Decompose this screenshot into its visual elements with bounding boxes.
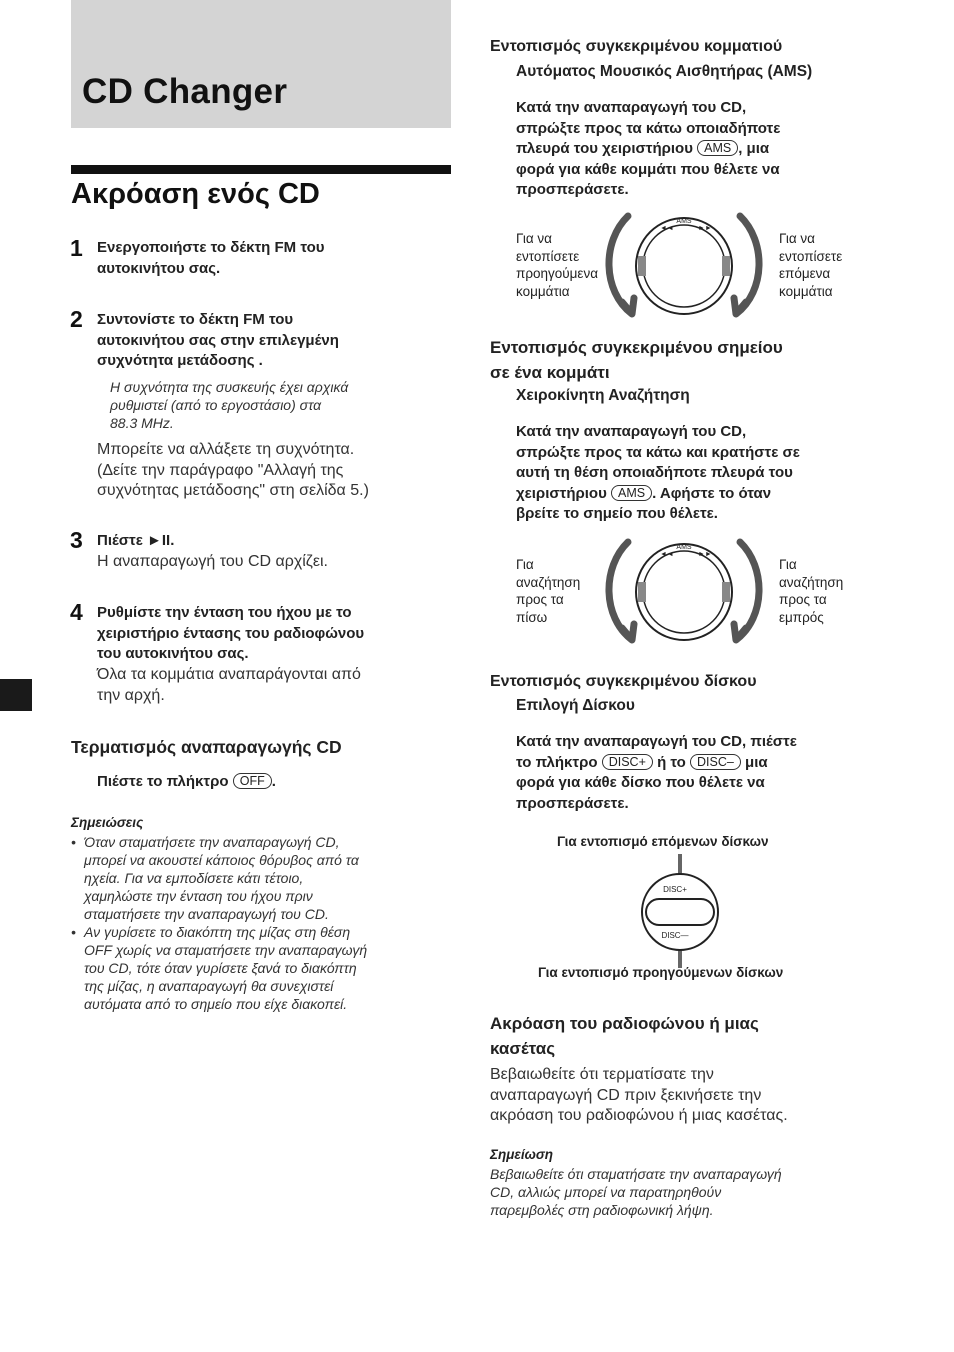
- search-heading-line: Εντοπισμός συγκεκριμένου σημείου: [490, 338, 783, 357]
- note-item: [71, 923, 451, 1013]
- dial-label: AMS: [676, 544, 692, 551]
- caption-line: κομμάτια: [516, 283, 570, 299]
- radio-heading-line: κασέτας: [490, 1039, 556, 1058]
- disc-top-caption: Για εντοπισμό επόμενων δίσκων: [557, 834, 769, 849]
- step-1-line: αυτοκινήτου σας.: [97, 259, 221, 277]
- note-line: σταματήσετε την αναπαραγωγή του CD.: [84, 906, 329, 922]
- disc-line-part: το πλήκτρο: [516, 753, 598, 771]
- step-2-number: 2: [70, 306, 83, 332]
- caption-line: εντοπίσετε: [779, 248, 843, 264]
- disc-bottom-caption: Για εντοπισμό προηγούμενων δίσκων: [538, 965, 784, 980]
- dial-right-grip: [722, 582, 730, 602]
- radio-note-line: παρεμβολές στη ραδιοφωνική λήψη.: [490, 1202, 714, 1218]
- left-arrow-icon: [609, 216, 634, 314]
- disc-plus-button-label: DISC+: [602, 754, 653, 770]
- ams-left-caption: [516, 230, 598, 300]
- page-title: CD Changer: [82, 72, 288, 111]
- search-heading-line: σε ένα κομμάτι: [490, 363, 610, 382]
- disc-line: [516, 753, 797, 774]
- section-title: Ακρόαση ενός CD: [71, 178, 320, 210]
- stop-instruction: [97, 772, 276, 793]
- search-right-caption: [779, 556, 843, 626]
- search-line: βρείτε το σημείο που θέλετε.: [516, 505, 718, 522]
- search-line-part: χειριστήριου: [516, 484, 607, 502]
- dial-left-grip: [638, 582, 646, 602]
- bullet: •: [71, 834, 76, 850]
- step-1-text: [97, 238, 325, 279]
- step-3-body: Η αναπαραγωγή του CD αρχίζει.: [97, 553, 328, 570]
- note-line: χαμηλώστε την ένταση του ήχου πριν: [84, 888, 313, 904]
- search-dial-illustration: [604, 532, 764, 647]
- ams-subheading: Αυτόματος Μουσικός Αισθητήρας (AMS): [516, 63, 813, 80]
- step-2-text: [97, 310, 339, 372]
- next-icon: ►►: [698, 225, 712, 232]
- stop-text: Πιέστε το πλήκτρο: [97, 773, 229, 790]
- caption-line: Για να: [779, 231, 815, 246]
- step-1-line: Ενεργοποιήστε το δέκτη FM του: [97, 239, 325, 256]
- radio-body: [490, 1065, 788, 1127]
- step-2-note-line: Η συχνότητα της συσκευής έχει αρχικά: [110, 379, 349, 395]
- next-icon: ►►: [698, 551, 712, 558]
- step-2-line: αυτοκινήτου σας στην επιλεγμένη: [97, 331, 339, 349]
- disc-heading: Εντοπισμός συγκεκριμένου δίσκου: [490, 673, 757, 690]
- search-left-caption: [516, 556, 580, 626]
- step-4-line: χειριστήριο έντασης του ραδιοφώνου: [97, 624, 365, 642]
- bullet: •: [71, 924, 76, 940]
- step-4-body-line: Όλα τα κομμάτια αναπαράγονται από: [97, 666, 361, 683]
- step-2-note-line: 88.3 MHz.: [110, 415, 174, 431]
- note-line: μπορεί να ακουστεί κάποιος θόρυβος από τα: [84, 852, 359, 868]
- radio-body-line: αναπαραγωγή CD πριν ξεκινήσετε την: [490, 1086, 762, 1104]
- caption-line: αναζήτηση: [779, 574, 844, 590]
- ams-line: σπρώξτε προς τα κάτω οποιαδήποτε: [516, 119, 781, 137]
- ams-dial-illustration: [604, 206, 764, 321]
- dial-inner-ring: [643, 551, 725, 633]
- off-button-label: OFF: [233, 773, 272, 789]
- radio-note: [490, 1165, 782, 1219]
- radio-body-line: ακρόαση του ραδιοφώνου ή μιας κασέτας.: [490, 1107, 788, 1124]
- search-instructions: [516, 422, 800, 525]
- step-3-number: 3: [70, 527, 83, 553]
- disc-line: Κατά την αναπαραγωγή του CD, πιέστε: [516, 733, 797, 750]
- search-line-part: . Αφήστε το όταν: [652, 484, 772, 502]
- radio-note-heading: Σημείωση: [490, 1147, 554, 1162]
- caption-line: εμπρός: [779, 609, 824, 625]
- dial-inner-ring: [643, 225, 725, 307]
- search-line: σπρώξτε προς τα κάτω και κρατήστε σε: [516, 443, 800, 461]
- step-2-body: [97, 440, 369, 502]
- ams-button-label: AMS: [611, 485, 652, 501]
- disc-instructions: [516, 732, 797, 814]
- note-line: ηχεία. Για να εμποδίσετε κάτι τέτοιο,: [84, 870, 304, 886]
- radio-note-line: Βεβαιωθείτε ότι σταματήσατε την αναπαραγωγή: [490, 1166, 782, 1182]
- ams-right-caption: [779, 230, 842, 300]
- caption-line: Για: [779, 557, 797, 572]
- note-line: της μίζας, η αναπαραγωγή θα συνεχιστεί: [84, 978, 334, 994]
- radio-heading: [490, 1011, 759, 1061]
- step-2-body-line: Μπορείτε να αλλάξετε τη συχνότητα.: [97, 441, 355, 458]
- section-rule: [71, 165, 451, 174]
- radio-body-line: Βεβαιωθείτε ότι τερματίσατε την: [490, 1066, 714, 1083]
- step-2-body-line: συχνότητας μετάδοσης" στη σελίδα 5.): [97, 482, 369, 499]
- ams-instructions: [516, 98, 780, 201]
- note-line: του CD, τότε όταν γυρίσετε ξανά το διακόπτη: [84, 960, 357, 976]
- step-4-line: Ρυθμίστε την ένταση του ήχου με το: [97, 604, 352, 621]
- step-4-body: [97, 665, 361, 706]
- caption-line: επόμενα: [779, 266, 831, 281]
- ams-line: προσπεράσετε.: [516, 181, 629, 198]
- search-line: [516, 484, 800, 505]
- disc-minus-button-label: DISC–: [690, 754, 741, 770]
- stop-end: .: [271, 773, 276, 790]
- ams-button-label: AMS: [697, 140, 738, 156]
- dial-label: AMS: [676, 218, 692, 225]
- step-2-note: [110, 378, 348, 432]
- ams-line: φορά για κάθε κομμάτι που θέλετε να: [516, 160, 780, 178]
- step-3-text: Πιέστε ►II.: [97, 532, 175, 549]
- disc-subheading: Επιλογή Δίσκου: [516, 697, 635, 714]
- ams-line-part: , μια: [738, 140, 770, 157]
- search-heading: [490, 335, 783, 385]
- caption-line: Για να: [516, 231, 552, 246]
- search-line: Κατά την αναπαραγωγή του CD,: [516, 423, 747, 440]
- disc-button-pill: [646, 899, 714, 925]
- caption-line: Για: [516, 557, 534, 572]
- caption-line: προς τα: [779, 592, 827, 607]
- ams-line: [516, 139, 780, 160]
- step-1-number: 1: [70, 235, 83, 261]
- disc-button-illustration: [630, 852, 730, 970]
- step-4-line: του αυτοκινήτου σας.: [97, 645, 249, 662]
- disc-line: φορά για κάθε δίσκο που θέλετε να: [516, 774, 765, 791]
- notes-list: [71, 833, 451, 1013]
- ams-line-part: πλευρά του χειριστήριου: [516, 140, 693, 157]
- disc-minus-label: DISC—: [661, 931, 689, 940]
- radio-note-line: CD, αλλιώς μπορεί να παρατηρηθούν: [490, 1184, 722, 1200]
- dial-right-grip: [722, 256, 730, 276]
- left-arrow-icon: [609, 542, 634, 640]
- note-line: OFF χωρίς να σταματήσετε την αναπαραγωγή: [84, 942, 368, 958]
- caption-line: πίσω: [516, 609, 548, 625]
- step-4-text: [97, 603, 364, 665]
- note-line: αυτόματα από το σημείο που είχε διακοπεί.: [84, 996, 348, 1012]
- side-tab-marker: [0, 679, 32, 711]
- note-item: [71, 833, 451, 923]
- search-subheading: Χειροκίνητη Αναζήτηση: [516, 387, 690, 404]
- radio-heading-line: Ακρόαση του ραδιοφώνου ή μιας: [490, 1014, 759, 1033]
- note-line: Όταν σταματήσετε την αναπαραγωγή CD,: [84, 834, 340, 850]
- search-line: αυτή τη θέση οποιαδήποτε πλευρά του: [516, 464, 793, 481]
- dial-left-grip: [638, 256, 646, 276]
- caption-line: κομμάτια: [779, 283, 833, 299]
- step-4-number: 4: [70, 599, 83, 625]
- disc-line: προσπεράσετε.: [516, 794, 629, 812]
- step-4-body-line: την αρχή.: [97, 686, 165, 704]
- step-2-body-line: (Δείτε την παράγραφο "Αλλαγή της: [97, 461, 344, 479]
- right-arrow-icon: [734, 542, 759, 640]
- caption-line: προηγούμενα: [516, 266, 599, 281]
- caption-line: προς τα: [516, 592, 564, 607]
- disc-line-part: μια: [745, 753, 768, 771]
- disc-line-part: ή το: [657, 753, 686, 771]
- notes-heading: Σημειώσεις: [71, 815, 144, 830]
- prev-icon: ◄◄: [660, 225, 674, 232]
- step-2-line: Συντονίστε το δέκτη FM του: [97, 311, 294, 328]
- step-2-note-line: ρυθμιστεί (από το εργοστάσιο) στα: [110, 397, 322, 413]
- caption-line: αναζήτηση: [516, 574, 581, 590]
- prev-icon: ◄◄: [660, 551, 674, 558]
- step-2-line: συχνότητα μετάδοσης .: [97, 352, 263, 369]
- note-line: Αν γυρίσετε το διακόπτη της μίζας στη θέση: [84, 924, 351, 940]
- caption-line: εντοπίσετε: [516, 248, 580, 264]
- ams-heading: Εντοπισμός συγκεκριμένου κομματιού: [490, 38, 783, 55]
- stop-heading: Τερματισμός αναπαραγωγής CD: [71, 737, 342, 757]
- right-arrow-icon: [734, 216, 759, 314]
- ams-line: Κατά την αναπαραγωγή του CD,: [516, 99, 747, 116]
- disc-plus-label: DISC+: [663, 885, 687, 894]
